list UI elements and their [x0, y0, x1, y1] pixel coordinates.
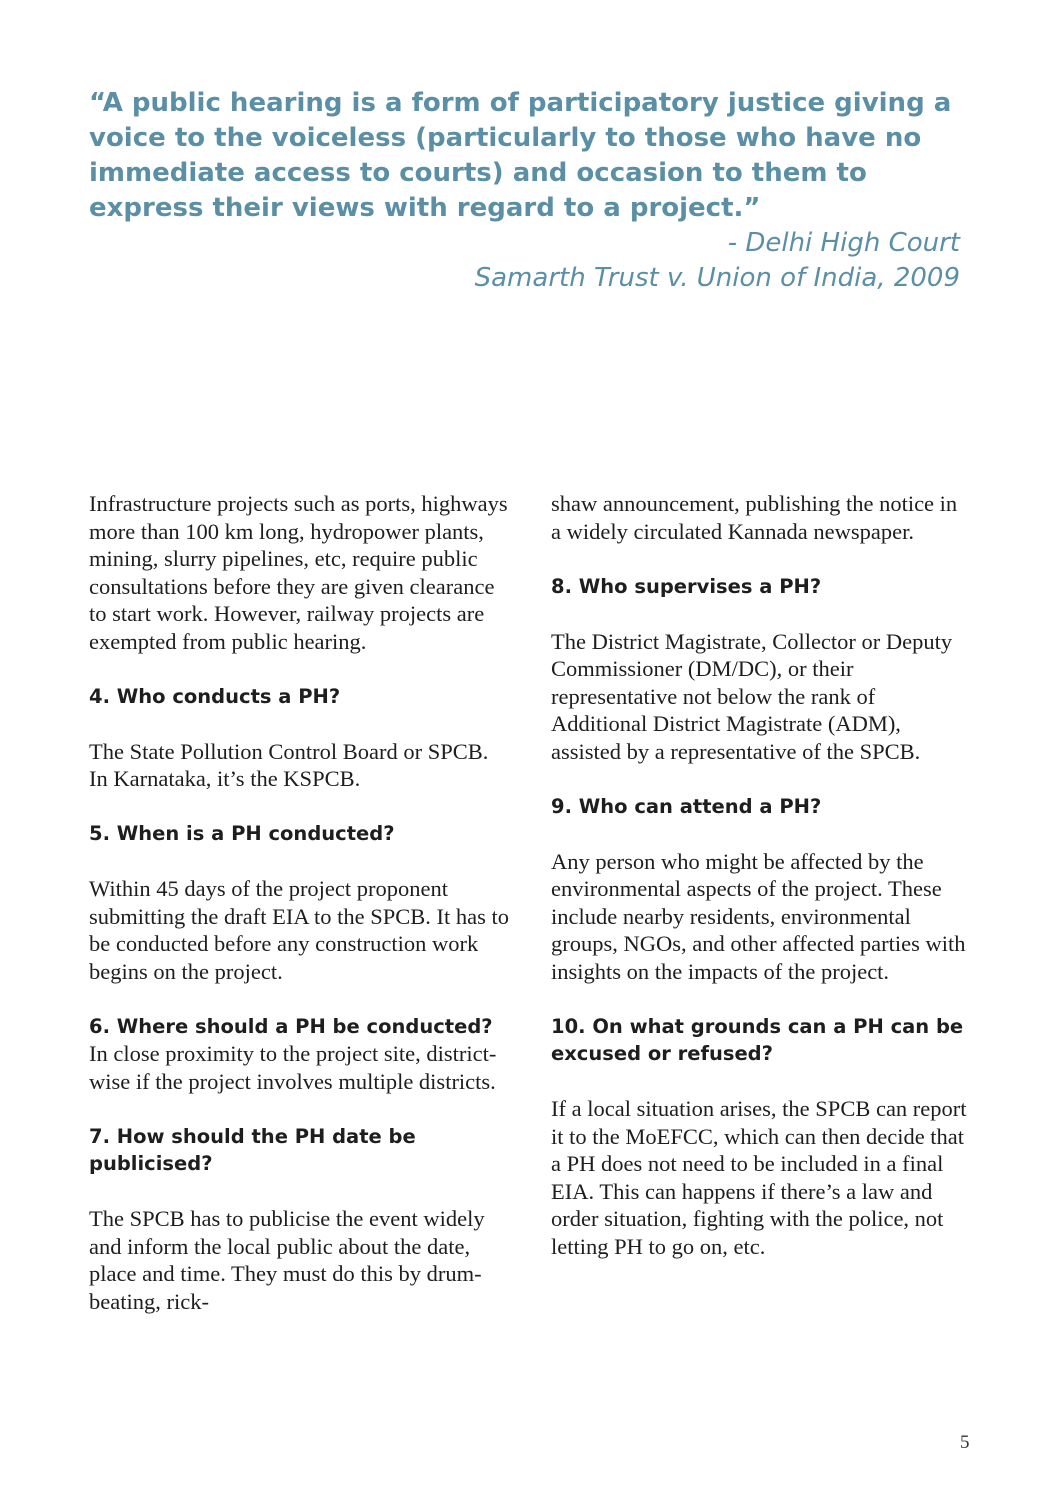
quote-case: Samarth Trust v. Union of India, 2009	[474, 263, 960, 293]
question-4-heading: 4. Who conducts a PH?	[89, 684, 341, 708]
answer-8: The District Magistrate, Collector or Deputy Commissioner (DM/DC), or their representative not below the rank of Additional District Magistrate (ADM), assisted by a representative of the SPCB.	[551, 628, 953, 764]
question-10-heading: 10. On what grounds can a PH can be excused or refused?	[551, 1014, 964, 1065]
quote-attribution	[260, 226, 960, 296]
answer-9: Any person who might be affected by the environmental aspects of the project. These include nearby residents, environmental groups, NGOs, and other affected parties with insights on the impacts of the project.	[551, 848, 966, 984]
pull-quote: “A public hearing is a form of participatory justice giving a voice to the voiceless (particularly to those who have no immediate access to courts) and occasion to them to express their views with regard to a project.”	[89, 88, 952, 223]
quote-source: - Delhi High Court	[727, 228, 960, 258]
answer-5: Within 45 days of the project proponent submitting the draft EIA to the SPCB. It has to be conducted before any construction work begins on the project.	[89, 876, 509, 984]
question-8-heading: 8. Who supervises a PH?	[551, 574, 822, 598]
page-number: 5	[960, 1432, 970, 1453]
question-7-heading: 7. How should the PH date be publicised?	[89, 1124, 416, 1175]
answer-6: In close proximity to the project site, district-wise if the project involves multiple districts.	[89, 1041, 497, 1094]
intro-paragraph: Infrastructure projects such as ports, highways more than 100 km long, hydropower plants, mining, slurry pipelines, etc, require public consultations before they are given clearance to start work. However, railway projects are exempted from public hearing.	[89, 491, 508, 654]
answer-4: The State Pollution Control Board or SPCB. In Karnataka, it’s the KSPCB.	[89, 738, 489, 791]
answer-10: If a local situation arises, the SPCB can report it to the MoEFCC, which can then decide that a PH does not need to be included in a final EIA. This can happens if there’s a law and order situation, fighting with the police, not letting PH to go on, etc.	[551, 1096, 967, 1259]
answer-7: The SPCB has to publicise the event widely and inform the local public about the date, place and time. They must do this by drum-beating, rick-	[89, 1206, 485, 1314]
question-6-heading: 6. Where should a PH be conducted?	[89, 1014, 493, 1038]
answer-7-continued: shaw announcement, publishing the notice in a widely circulated Kannada newspaper.	[551, 491, 958, 544]
question-9-heading: 9. Who can attend a PH?	[551, 794, 822, 818]
right-column	[551, 490, 971, 1260]
question-5-heading: 5. When is a PH conducted?	[89, 822, 395, 845]
left-column	[89, 490, 509, 1315]
